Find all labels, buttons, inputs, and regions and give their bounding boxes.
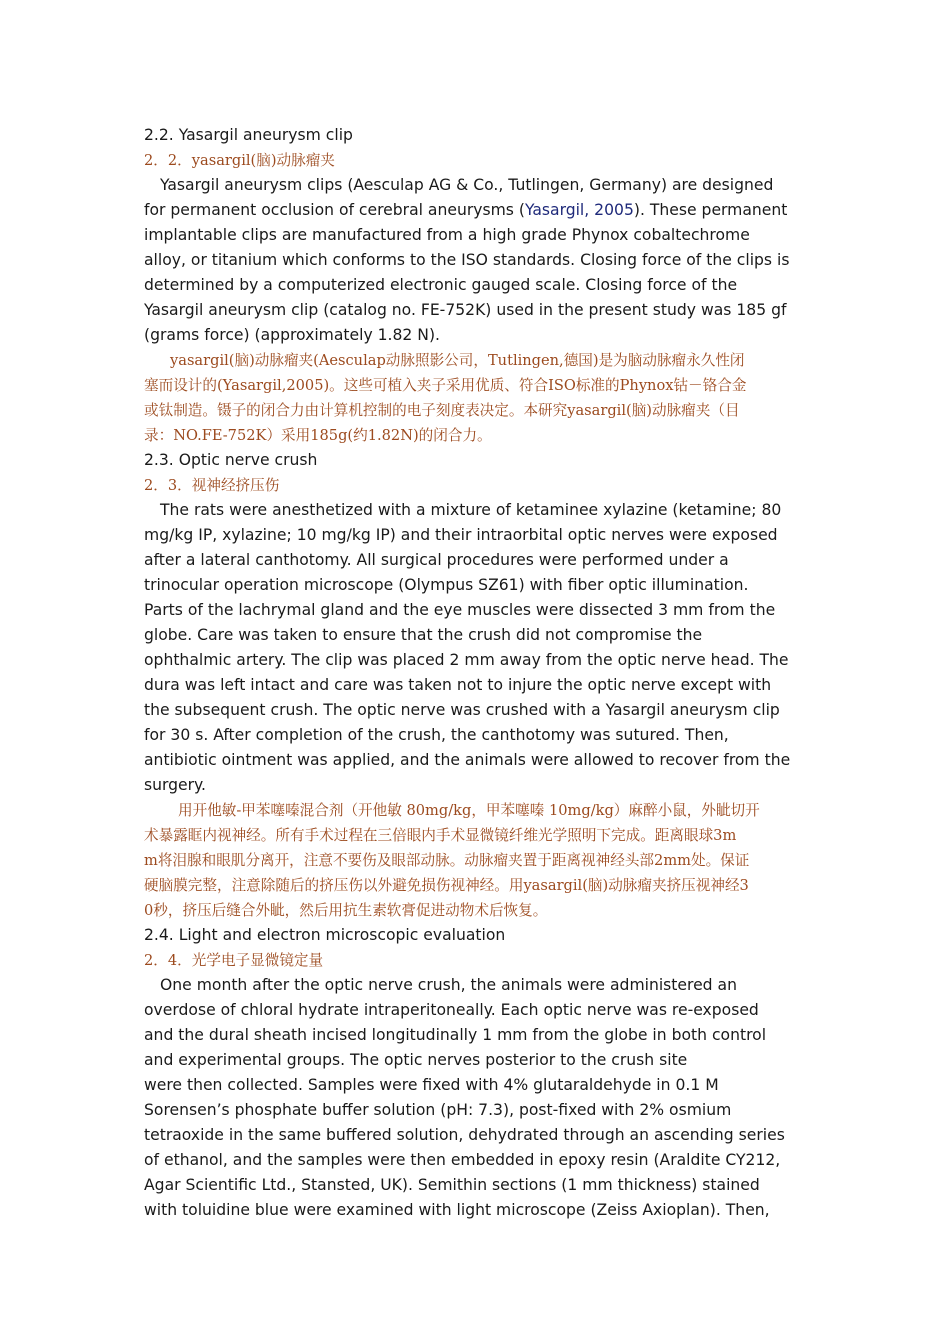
text-line: were then collected. Samples were fixed with 4% glutaraldehyde in 0.1 M [144, 1076, 719, 1094]
paragraph-en [144, 973, 810, 1223]
text-line: antibiotic ointment was applied, and the animals were allowed to recover from the [144, 751, 791, 769]
text-line: The rats were anesthetized with a mixture of ketaminee xylazine (ketamine; 80 [160, 501, 782, 519]
citation-link[interactable]: Yasargil, 2005 [524, 201, 634, 219]
text-line: 术暴露眶内视神经。所有手术过程在三倍眼内手术显微镜纤维光学照明下完成。距离眼球3m [144, 827, 737, 844]
text-line: overdose of chloral hydrate intraperitoneally. Each optic nerve was re-exposed [144, 1001, 759, 1019]
text-line: 或钛制造。镊子的闭合力由计算机控制的电子刻度表决定。本研究yasargil(脑)动脉瘤夹（目 [144, 402, 740, 419]
text-line: (grams force) (approximately 1.82 N). [144, 326, 441, 344]
section-heading-en: 2.4. Light and electron microscopic evaluation [144, 926, 506, 944]
paragraph-en [144, 173, 810, 348]
text-line: Agar Scientific Ltd., Stansted, UK). Semithin sections (1 mm thickness) stained [144, 1176, 760, 1194]
text-line: 录：NO.FE-752K）采用185g(约1.82N)的闭合力。 [144, 427, 492, 444]
text-line: for permanent occlusion of cerebral aneurysms (Yasargil, 2005). These permanent [144, 201, 788, 219]
section-heading-zh: 2．4．光学电子显微镜定量 [144, 952, 324, 969]
paragraph-zh [144, 798, 810, 923]
text-line: Yasargil aneurysm clip (catalog no. FE-752K) used in the present study was 185 gf [144, 301, 787, 319]
text-line: surgery. [144, 776, 207, 794]
text-line: the subsequent crush. The optic nerve was crushed with a Yasargil aneurysm clip [144, 701, 780, 719]
text-line: Yasargil aneurysm clips (Aesculap AG & Co., Tutlingen, Germany) are designed [160, 176, 774, 194]
section-heading-zh: 2．2．yasargil(脑)动脉瘤夹 [144, 152, 335, 169]
text-line: with toluidine blue were examined with light microscope (Zeiss Axioplan). Then, [144, 1201, 770, 1219]
text-line: trinocular operation microscope (Olympus SZ61) with fiber optic illumination. [144, 576, 749, 594]
text-line: Sorensen’s phosphate buffer solution (pH: 7.3), post-fixed with 2% osmium [144, 1101, 732, 1119]
text-line: 用开他敏-甲苯噻嗪混合剂（开他敏 80mg/kg，甲苯噻嗪 10mg/kg）麻醉小鼠，外眦切开 [178, 802, 760, 819]
text-line: mg/kg IP, xylazine; 10 mg/kg IP) and their intraorbital optic nerves were exposed [144, 526, 778, 544]
section-heading-en: 2.3. Optic nerve crush [144, 451, 318, 469]
text-line: implantable clips are manufactured from a high grade Phynox cobaltechrome [144, 226, 750, 244]
section-heading-en: 2.2. Yasargil aneurysm clip [144, 126, 353, 144]
text-line: 塞而设计的(Yasargil,2005)。这些可植入夹子采用优质、符合ISO标准的Phynox钴－铬合金 [144, 377, 747, 394]
text-line: after a lateral canthotomy. All surgical procedures were performed under a [144, 551, 729, 569]
text-line: for 30 s. After completion of the crush, the canthotomy was sutured. Then, [144, 726, 729, 744]
section-heading-zh: 2．3．视神经挤压伤 [144, 477, 280, 494]
text-line: alloy, or titanium which conforms to the ISO standards. Closing force of the clips is [144, 251, 790, 269]
text-line: of ethanol, and the samples were then embedded in epoxy resin (Araldite CY212, [144, 1151, 781, 1169]
paragraph-zh [144, 348, 810, 448]
text-line: 0秒，挤压后缝合外眦，然后用抗生素软膏促进动物术后恢复。 [144, 902, 548, 919]
text-line: determined by a computerized electronic gauged scale. Closing force of the [144, 276, 738, 294]
text-line: 硬脑膜完整，注意除随后的挤压伤以外避免损伤视神经。用yasargil(脑)动脉瘤夹挤压视神经3 [144, 877, 749, 894]
text-line: globe. Care was taken to ensure that the crush did not compromise the [144, 626, 703, 644]
text-line: dura was left intact and care was taken not to injure the optic nerve except with [144, 676, 772, 694]
paragraph-en [144, 498, 810, 798]
text-line: tetraoxide in the same buffered solution, dehydrated through an ascending series [144, 1126, 785, 1144]
text-line: One month after the optic nerve crush, the animals were administered an [160, 976, 737, 994]
document-page [144, 123, 810, 1223]
text-line: and the dural sheath incised longitudinally 1 mm from the globe in both control [144, 1026, 767, 1044]
text-line: m将泪腺和眼肌分离开，注意不要伤及眼部动脉。动脉瘤夹置于距离视神经头部2mm处。保证 [144, 852, 750, 869]
text-line: yasargil(脑)动脉瘤夹(Aesculap动脉照影公司，Tutlingen,德国)是为脑动脉瘤永久性闭 [170, 352, 745, 369]
text-line: Parts of the lachrymal gland and the eye muscles were dissected 3 mm from the [144, 601, 776, 619]
text-line: and experimental groups. The optic nerves posterior to the crush site [144, 1051, 688, 1069]
text-line: ophthalmic artery. The clip was placed 2 mm away from the optic nerve head. The [144, 651, 789, 669]
